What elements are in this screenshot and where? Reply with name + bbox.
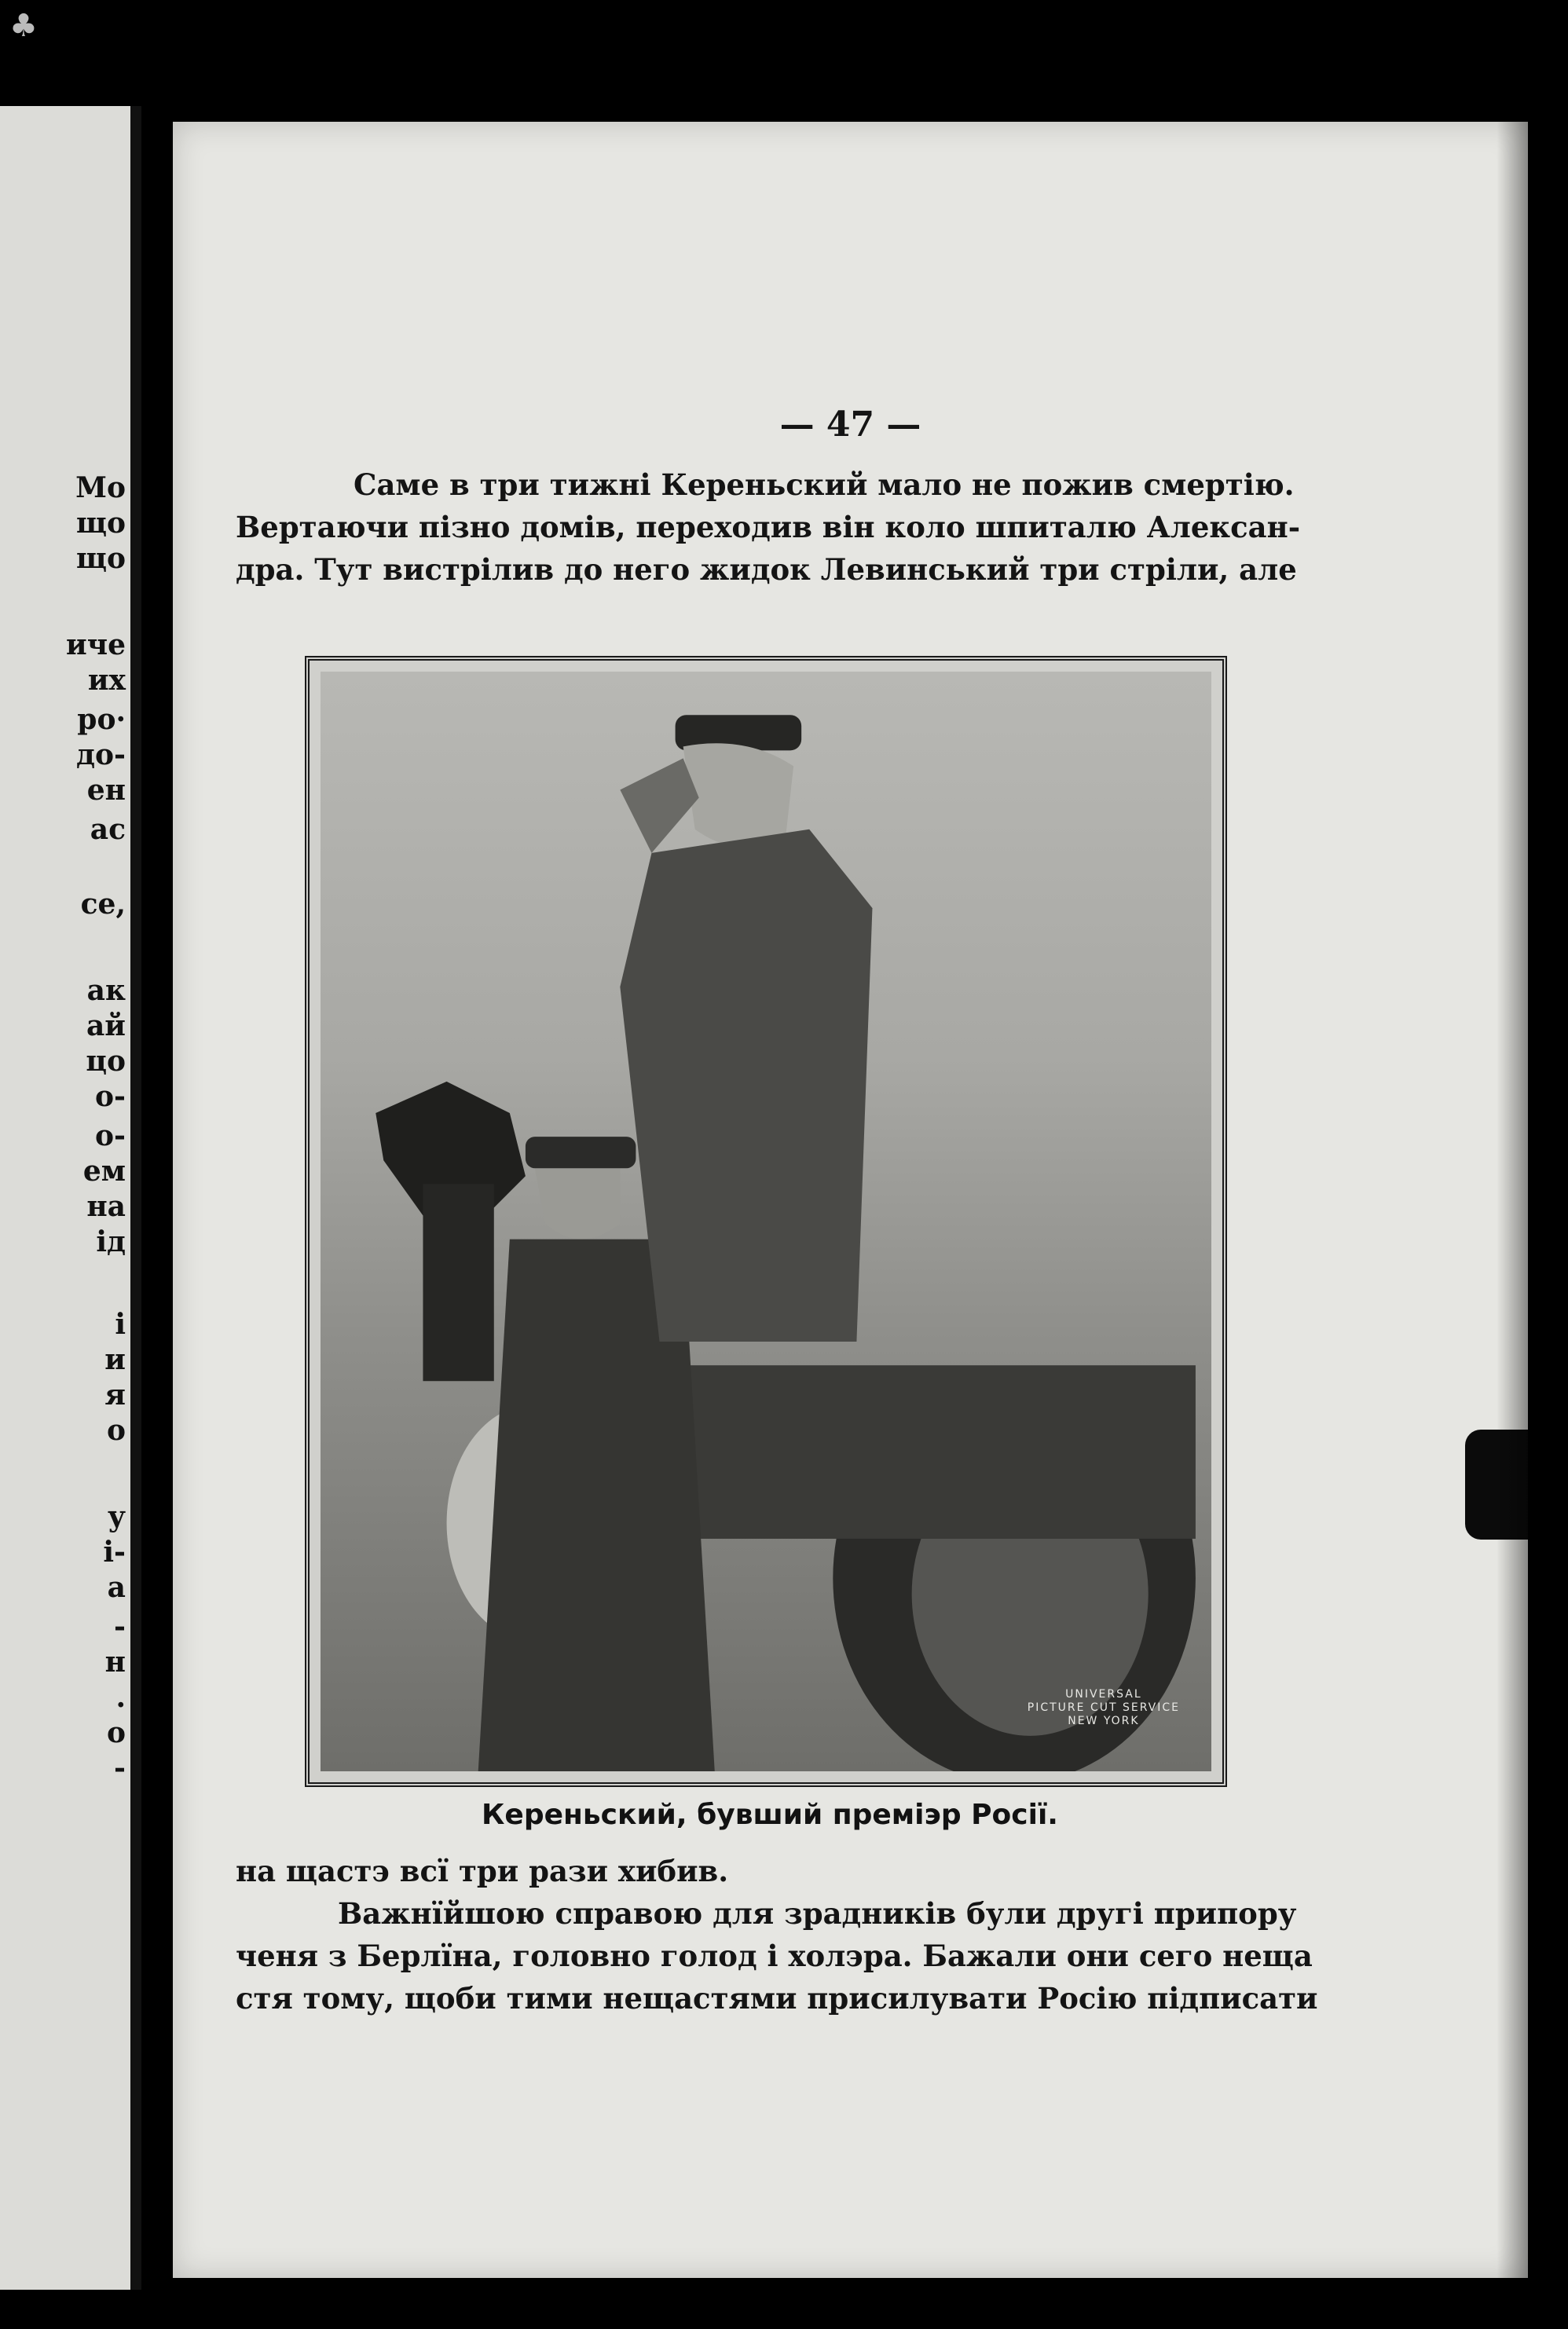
watermark-line: UNIVERSAL — [1065, 1688, 1142, 1701]
left-page-fragment: ід — [96, 1225, 126, 1258]
text-line: стя тому, щоби тими нещастями присилувати Росію підписати — [236, 1981, 1318, 2016]
left-page-fragment: що — [76, 507, 126, 540]
left-page-fragment: ай — [86, 1009, 126, 1042]
left-page-fragment: на — [86, 1190, 126, 1223]
book-page — [173, 122, 1528, 2278]
seated-man-cap — [526, 1137, 636, 1168]
photo-illustration — [321, 672, 1211, 1771]
page-edge-tab — [1465, 1430, 1528, 1540]
left-page-fragment: о- — [95, 1080, 126, 1113]
left-page-fragment: що — [76, 542, 126, 575]
photo-frame — [305, 656, 1227, 1787]
left-page-fragment: и — [104, 1343, 126, 1376]
left-page-fragment: ен — [86, 774, 126, 807]
paragraph-bottom — [236, 1850, 1394, 2020]
kerensky-photo — [321, 672, 1211, 1771]
text-line: Вертаючи пізно домів, переходив він коло шпиталю Алексан- — [236, 510, 1301, 544]
left-page-fragment: ас — [90, 813, 126, 846]
standing-man-salute-arm — [620, 758, 698, 852]
left-page-fragment: я — [104, 1379, 126, 1412]
text-line: ченя з Берлїна, головно голод і холэра. Бажали они сего неща — [236, 1939, 1313, 1973]
left-page-fragment: Мо — [75, 471, 126, 504]
horse-neck-shape — [423, 1184, 493, 1381]
left-page-fragment: о — [106, 1414, 126, 1447]
text-line: на щастэ всї три рази хибив. — [236, 1854, 729, 1888]
standing-man-coat — [620, 829, 872, 1342]
text-line: Саме в три тижні Кереньский мало не пожив смертію. — [354, 467, 1295, 502]
left-page-fragment: цо — [86, 1045, 126, 1078]
left-page-fragment: і- — [103, 1536, 126, 1569]
left-page-fragment: се, — [80, 888, 126, 921]
left-page-fragment: а — [107, 1571, 126, 1604]
car-body-shape — [651, 1365, 1195, 1539]
left-page-fragment: і — [115, 1308, 126, 1341]
left-page-fragment: - — [114, 1610, 126, 1643]
left-page-fragment: ем — [82, 1155, 126, 1188]
left-page-fragment: их — [87, 664, 126, 697]
watermark-line: NEW YORK — [1068, 1715, 1140, 1727]
left-page-fragment: до- — [76, 738, 126, 771]
left-page-fragment: иче — [66, 628, 126, 661]
left-page-fragment: о — [106, 1716, 126, 1749]
standing-man-face — [683, 743, 793, 847]
paragraph-top — [236, 463, 1394, 591]
left-page-fragment: - — [114, 1752, 126, 1785]
page-number: — 47 — — [779, 405, 921, 445]
left-page-fragment: ро· — [77, 703, 126, 736]
text-line: Важнїйшою справою для зрадників були другі припору — [338, 1896, 1297, 1931]
left-facing-page — [0, 106, 141, 2290]
book-gutter — [130, 106, 141, 2290]
photo-caption: Кереньский, бувший преміэр Росії. — [482, 1799, 1058, 1831]
left-page-fragment: н — [104, 1646, 126, 1679]
text-line: дра. Тут вистрілив до него жидок Левинський три стріли, але — [236, 552, 1297, 587]
corner-mark-icon: ♣ — [9, 8, 38, 44]
left-page-fragment: у — [107, 1500, 126, 1533]
left-page-fragment: . — [115, 1681, 126, 1714]
left-page-fragment: о- — [95, 1119, 126, 1152]
watermark-line: PICTURE CUT SERVICE — [1027, 1701, 1180, 1714]
left-page-fragment: ак — [86, 974, 126, 1007]
photo-watermark — [1028, 1688, 1180, 1728]
